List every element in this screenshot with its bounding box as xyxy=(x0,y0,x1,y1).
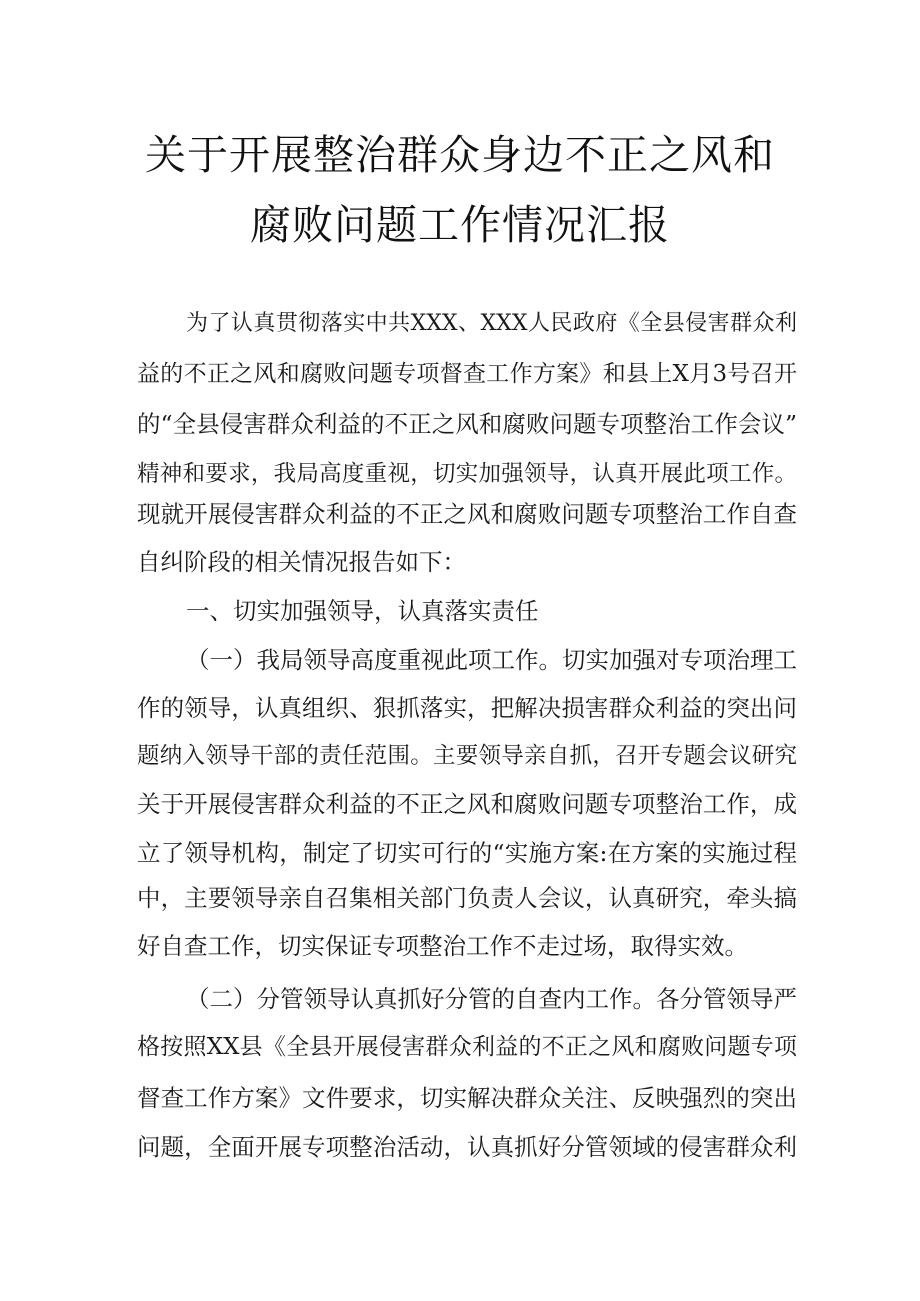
paragraph-line: 关于开展侵害群众利益的不正之风和腐败问题专项整治工作，成 xyxy=(137,790,797,818)
document-title-line-1: 关于开展整治群众身边不正之风和 xyxy=(145,131,775,179)
paragraph-line: 精神和要求，我局高度重视，切实加强领导，认真开展此项工作。 xyxy=(137,461,797,487)
paragraph-line: 中，主要领导亲自召集相关部门负责人会议，认真研究，牵头搞 xyxy=(137,884,797,912)
paragraph-line: （二）分管领导认真抓好分管的自查内工作。各分管领导严 xyxy=(186,985,797,1013)
paragraph-line: 的“全县侵害群众利益的不正之风和腐败问题专项整治工作会议” xyxy=(137,410,797,438)
paragraph-line: 自纠阶段的相关情况报告如下： xyxy=(137,548,466,576)
document-title-line-2: 腐败问题工作情况汇报 xyxy=(250,201,670,249)
paragraph-line: 益的不正之风和腐败问题专项督查工作方案》和县上X月3号召开 xyxy=(137,361,797,387)
paragraph-line: （一）我局领导高度重视此项工作。切实加强对专项治理工 xyxy=(186,646,797,674)
paragraph-line: 格按照XX县《全县开展侵害群众利益的不正之风和腐败问题专项 xyxy=(137,1034,797,1060)
paragraph-line: 督查工作方案》文件要求，切实解决群众关注、反映强烈的突出 xyxy=(137,1084,797,1112)
paragraph-line: 问题，全面开展专项整治活动，认真抓好分管领域的侵害群众利 xyxy=(137,1133,797,1161)
section-heading: 一、切实加强领导，认真落实责任 xyxy=(186,597,539,625)
paragraph-line: 现就开展侵害群众利益的不正之风和腐败问题专项整治工作自查 xyxy=(137,500,797,528)
paragraph-line: 为了认真贯彻落实中共XXX、XXX人民政府《全县侵害群众利 xyxy=(186,311,797,336)
paragraph-line: 立了领导机构，制定了切实可行的“实施方案:在方案的实施过程 xyxy=(137,839,797,867)
paragraph-line: 作的领导，认真组织、狠抓落实，把解决损害群众利益的突出问 xyxy=(137,694,797,722)
paragraph-line: 题纳入领导干部的责任范围。主要领导亲自抓，召开专题会议研究 xyxy=(137,743,797,769)
paragraph-line: 好自查工作，切实保证专项整治工作不走过场，取得实效。 xyxy=(137,932,748,960)
